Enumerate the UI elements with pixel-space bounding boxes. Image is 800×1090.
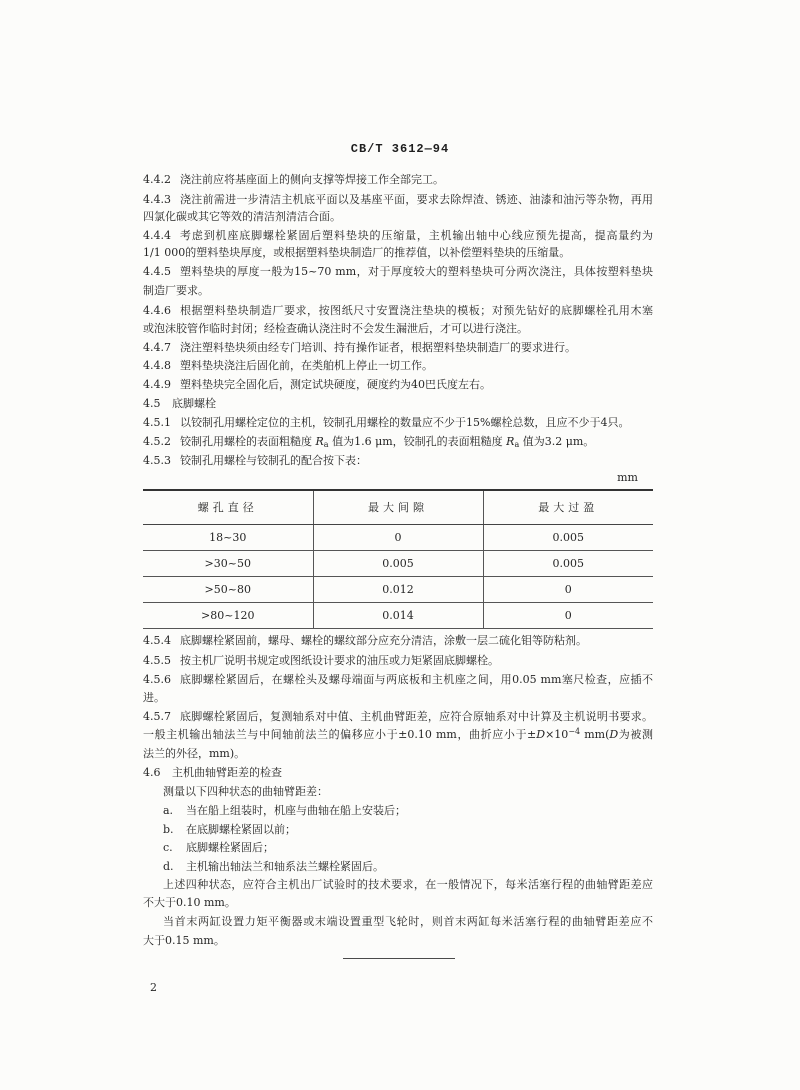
section-number: 4.5 xyxy=(143,397,161,410)
section-heading-4-5 xyxy=(143,396,653,412)
table-unit-label: mm xyxy=(617,471,638,484)
clause-4-4-5 xyxy=(143,264,653,280)
roughness-subscript: a xyxy=(514,440,520,449)
clause-4-5-2 xyxy=(143,434,653,450)
column-header: 螺孔直径 xyxy=(143,490,313,524)
page-number: 2 xyxy=(150,981,157,994)
clause-4-5-5 xyxy=(143,653,653,669)
clause-text: 底脚螺栓紧固前，螺母、螺栓的螺纹部分应充分清洁，涂敷一层二硫化钼等防粘剂。 xyxy=(180,634,587,647)
table-row xyxy=(143,602,653,628)
clause-text xyxy=(180,434,653,450)
table-cell: 0.005 xyxy=(313,550,483,576)
clause-text: 铰制孔用螺栓与铰制孔的配合按下表： xyxy=(180,454,367,467)
clause-number: 4.5.4 xyxy=(143,634,171,647)
section-4-6-intro xyxy=(163,784,653,800)
clause-4-4-4-continued xyxy=(143,245,653,261)
clause-text: 塑料垫块浇注后固化前，在类舶机上停止一切工作。 xyxy=(180,359,433,372)
clause-4-5-6 xyxy=(143,672,653,688)
section-heading-4-6 xyxy=(143,765,653,781)
fit-table xyxy=(143,489,653,629)
clause-4-4-7 xyxy=(143,340,653,356)
clause-number: 4.5.6 xyxy=(143,673,171,686)
text-run: 一般主机输出轴法兰与中间轴前法兰的偏移应小于±0.10 mm，曲折应小于± xyxy=(143,728,537,741)
clause-number: 4.5.7 xyxy=(143,710,171,723)
clause-text: 底脚螺栓紧固后，在螺栓头及螺母端面与两底板和主机座之间，用0.05 mm塞尺检查，应插不 xyxy=(180,673,653,686)
document-code-header: CB/T 3612—94 xyxy=(350,142,450,156)
text-run: ×10 xyxy=(545,728,569,741)
list-item xyxy=(163,840,653,856)
clause-4-5-4 xyxy=(143,633,653,649)
table-cell: 0.014 xyxy=(313,602,483,628)
clause-number: 4.4.8 xyxy=(143,359,171,372)
clause-text: 制造厂要求。 xyxy=(143,284,209,297)
clause-text: 四氯化碳或其它等效的清洁剂清洁合面。 xyxy=(143,210,341,223)
list-item-label: b. xyxy=(163,823,174,836)
clause-number: 4.5.5 xyxy=(143,654,171,667)
clause-4-4-3 xyxy=(143,192,653,208)
clause-number: 4.4.6 xyxy=(143,304,171,317)
list-item-label: a. xyxy=(163,804,174,817)
paragraph-text: 测量以下四种状态的曲轴臂距差： xyxy=(163,785,328,798)
table-cell: >80~120 xyxy=(143,602,313,628)
section-title: 主机曲轴臂距差的检查 xyxy=(172,766,282,779)
paragraph-continued xyxy=(143,895,653,911)
list-item-label: d. xyxy=(163,860,174,873)
clause-text: 塑料垫块的厚度一般为15~70 mm，对于厚度较大的塑料垫块可分两次浇注，具体按塑料垫块 xyxy=(180,265,653,278)
paragraph xyxy=(163,877,653,893)
paragraph-text: 当首末两缸设置力矩平衡器或末端设置重型飞轮时，则首末两缸每米活塞行程的曲轴臂距差应不 xyxy=(163,915,653,928)
clause-4-5-7-continued xyxy=(143,746,653,762)
roughness-symbol: R xyxy=(315,435,324,448)
table-row xyxy=(143,576,653,602)
clause-number: 4.5.3 xyxy=(143,454,171,467)
table-cell: 0.005 xyxy=(483,550,653,576)
table-cell: 0.012 xyxy=(313,576,483,602)
section-number: 4.6 xyxy=(143,766,161,779)
list-item-label: c. xyxy=(163,841,173,854)
table-header-row xyxy=(143,490,653,524)
table-row xyxy=(143,550,653,576)
clause-4-4-6-continued xyxy=(143,321,653,337)
paragraph xyxy=(163,914,653,930)
text-run: mm( xyxy=(580,728,610,741)
clause-4-4-8 xyxy=(143,358,653,374)
table-cell: 18~30 xyxy=(143,524,313,550)
clause-text xyxy=(143,727,653,743)
clause-number: 4.4.9 xyxy=(143,378,171,391)
clause-text: 考虑到机座底脚螺栓紧固后塑料垫块的压缩量，主机输出轴中心线应预先提高，提高量约为 xyxy=(180,229,653,242)
clause-4-5-1 xyxy=(143,415,653,431)
clause-text: 法兰的外径，mm)。 xyxy=(143,747,246,760)
roughness-subscript: a xyxy=(323,440,329,449)
table-cell: 0 xyxy=(483,602,653,628)
list-item-text: 当在船上组装时，机座与曲轴在船上安装后； xyxy=(186,804,406,817)
table-cell: 0 xyxy=(483,576,653,602)
clause-4-4-9 xyxy=(143,377,653,393)
list-item xyxy=(163,822,653,838)
clause-text: 浇注前应将基座面上的侧向支撑等焊接工作全部完工。 xyxy=(180,173,444,186)
clause-text: 1/1 000的塑料垫块厚度，或根据塑料垫块制造厂的推荐值，以补偿塑料垫块的压缩量。 xyxy=(143,246,571,259)
clause-4-4-6 xyxy=(143,303,653,319)
clause-text: 根据塑料垫块制造厂要求，按图纸尺寸安置浇注垫块的模板；对预先钻好的底脚螺栓孔用木塞 xyxy=(180,304,653,317)
column-header: 最大间隙 xyxy=(313,490,483,524)
clause-4-5-6-continued xyxy=(143,690,653,706)
paragraph-text: 大于0.15 mm。 xyxy=(143,934,225,947)
list-item xyxy=(163,803,653,819)
clause-number: 4.4.5 xyxy=(143,265,171,278)
diameter-symbol: D xyxy=(609,728,619,741)
exponent: −4 xyxy=(568,727,581,736)
paragraph-continued xyxy=(143,933,653,949)
table-row xyxy=(143,524,653,550)
table-cell: >50~80 xyxy=(143,576,313,602)
clause-number: 4.4.3 xyxy=(143,193,171,206)
clause-text: 浇注塑料垫块须由经专门培训、持有操作证者，根据塑料垫块制造厂的要求进行。 xyxy=(180,341,576,354)
clause-text: 以铰制孔用螺栓定位的主机，铰制孔用螺栓的数量应不少于15%螺栓总数，且应不少于4只。 xyxy=(180,416,630,429)
clause-number: 4.4.2 xyxy=(143,173,171,186)
clause-number: 4.5.1 xyxy=(143,416,171,429)
list-item-text: 主机输出轴法兰和轴系法兰螺栓紧固后。 xyxy=(186,860,384,873)
clause-text: 底脚螺栓紧固后，复测轴系对中值、主机曲臂距差，应符合原轴系对中计算及主机说明书要求。 xyxy=(180,710,653,723)
clause-4-5-3 xyxy=(143,453,653,469)
clause-4-4-3-continued xyxy=(143,209,653,225)
clause-4-4-2 xyxy=(143,172,653,188)
section-title: 底脚螺栓 xyxy=(172,397,216,410)
clause-text: 按主机厂说明书规定或图纸设计要求的油压或力矩紧固底脚螺栓。 xyxy=(180,654,499,667)
paragraph-text: 上述四种状态，应符合主机出厂试验时的技术要求，在一般情况下，每米活塞行程的曲轴臂距差应 xyxy=(163,878,653,891)
roughness-symbol: R xyxy=(506,435,515,448)
clause-text: 浇注前需进一步清洁主机底平面以及基座平面，要求去除焊渣、锈迹、油漆和油污等杂物，再用 xyxy=(180,193,653,206)
clause-text: 进。 xyxy=(143,691,165,704)
clause-text: 塑料垫块完全固化后，测定试块硬度，硬度约为40巴氏度左右。 xyxy=(180,378,491,391)
diameter-symbol: D xyxy=(536,728,546,741)
table-cell: 0.005 xyxy=(483,524,653,550)
bolt-fit-table xyxy=(143,489,653,629)
list-item-text: 底脚螺栓紧固后； xyxy=(186,841,274,854)
clause-4-5-7-continued xyxy=(143,727,653,743)
end-separator-line xyxy=(343,958,455,959)
clause-number: 4.4.4 xyxy=(143,229,171,242)
list-item-text: 在底脚螺栓紧固以前； xyxy=(186,823,296,836)
table-cell: >30~50 xyxy=(143,550,313,576)
text-run: 为被测 xyxy=(618,728,653,741)
text-run: 值为3.2 μm。 xyxy=(519,435,595,448)
clause-4-4-5-continued xyxy=(143,283,653,299)
list-item xyxy=(163,859,653,875)
clause-number: 4.4.7 xyxy=(143,341,171,354)
clause-4-5-7 xyxy=(143,709,653,725)
paragraph-text: 不大于0.10 mm。 xyxy=(143,896,236,909)
clause-number: 4.5.2 xyxy=(143,435,171,448)
clause-4-4-4 xyxy=(143,228,653,244)
text-run: 值为1.6 μm，铰制孔的表面粗糙度 xyxy=(328,435,507,448)
column-header: 最大过盈 xyxy=(483,490,653,524)
clause-text: 或泡沫胶管作临时封闭；经检查确认浇注时不会发生漏泄后，才可以进行浇注。 xyxy=(143,322,528,335)
text-run: 铰制孔用螺栓的表面粗糙度 xyxy=(180,435,316,448)
table-cell: 0 xyxy=(313,524,483,550)
